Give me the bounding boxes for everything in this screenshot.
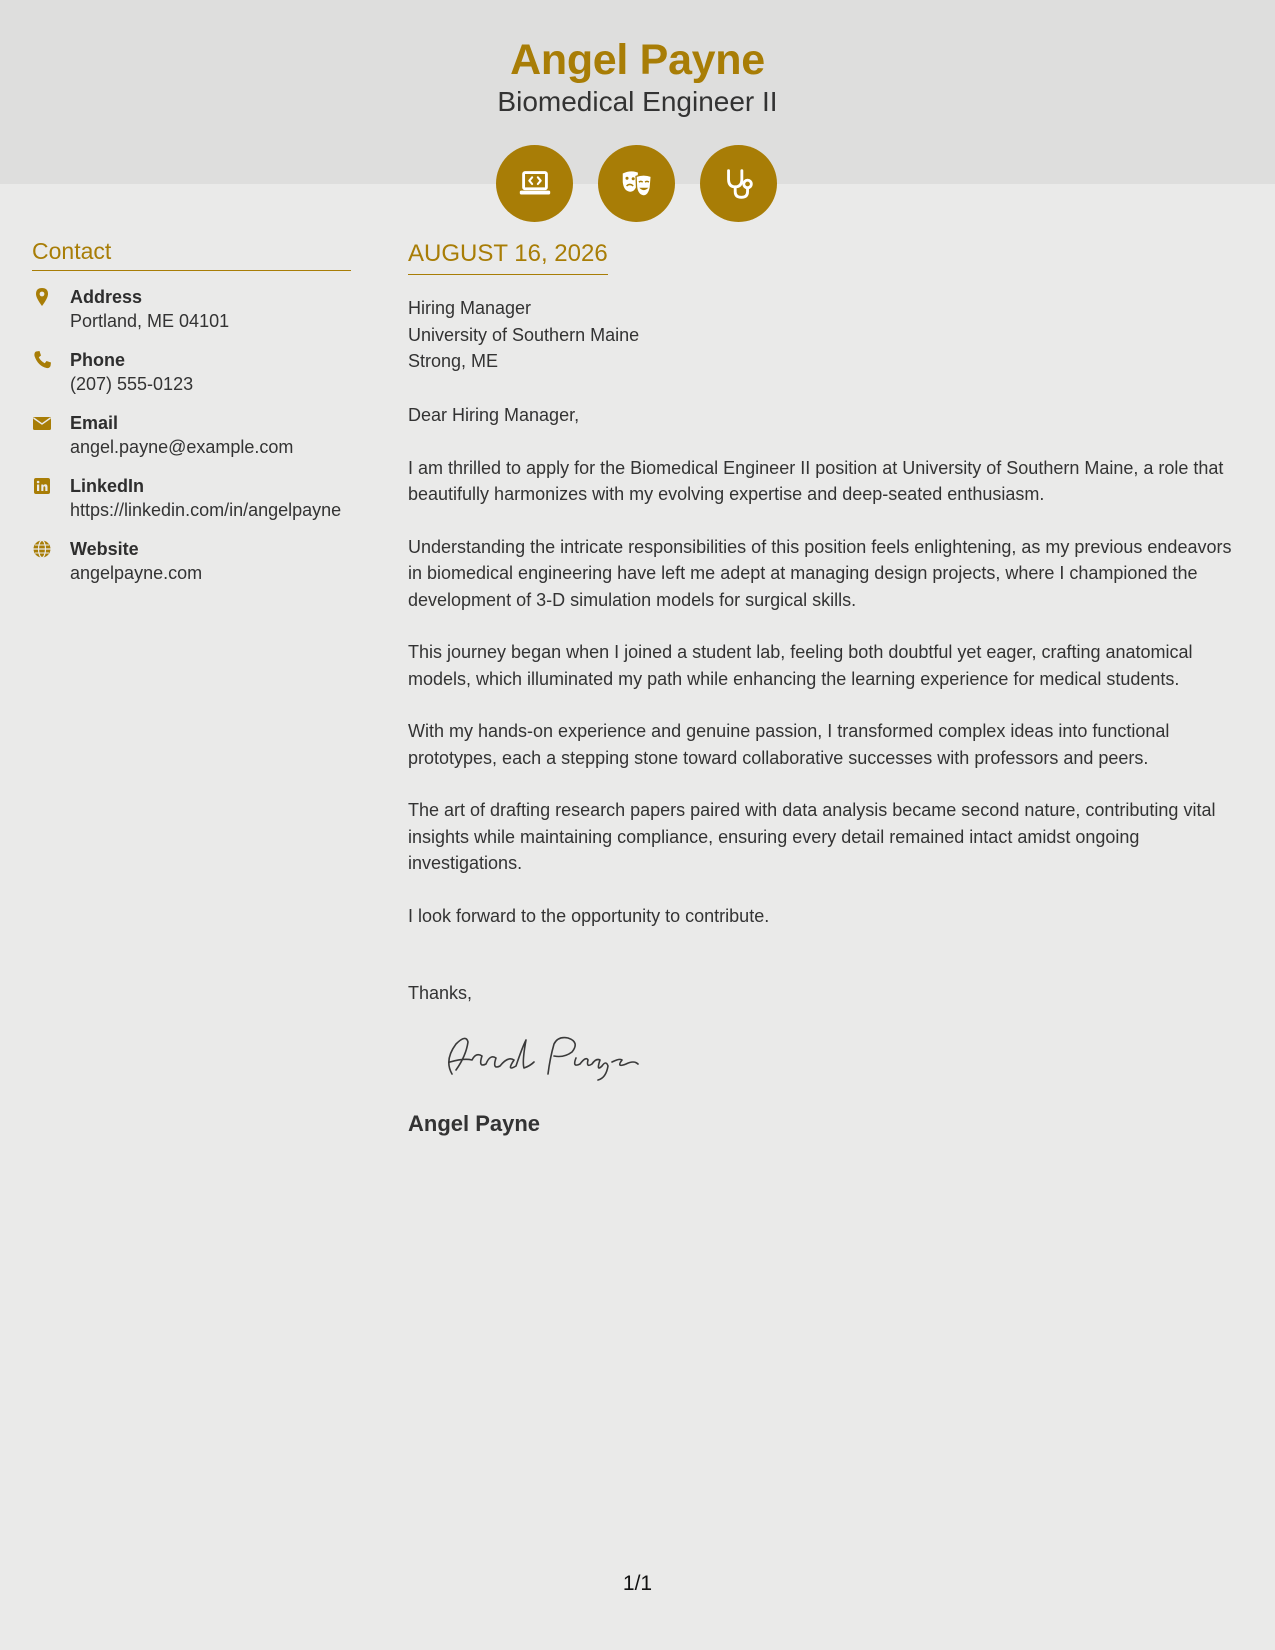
body-paragraph: This journey began when I joined a student lab, feeling both doubtful yet eager, crafting anatomical models, which illuminated my path while enhancing the learning experience for medical students. xyxy=(408,642,1193,689)
recipient-line: Strong, ME xyxy=(408,351,499,371)
body-paragraph: I am thrilled to apply for the Biomedical Engineer II position at University of Southern Maine, a role that beautifully harmonizes with my evolving expertise and deep-seated enthusiasm. xyxy=(408,457,1224,504)
stethoscope-icon xyxy=(700,145,777,222)
recipient-line: Hiring Manager xyxy=(408,298,532,318)
laptop-code-icon xyxy=(496,145,573,222)
contact-email xyxy=(32,411,351,460)
letter-date: AUGUST 16, 2026 xyxy=(408,240,608,275)
job-title: Biomedical Engineer II xyxy=(497,86,778,117)
contact-label: LinkedIn xyxy=(70,476,145,496)
contact-label: Website xyxy=(70,539,139,559)
body-paragraph: The art of drafting research papers paired with data analysis became second nature, contributing vital insights while maintaining compliance, ensuring every detail remained intact amidst ongoing investigations. xyxy=(408,800,1216,873)
contact-heading: Contact xyxy=(32,238,351,271)
body-paragraph: Understanding the intricate responsibilities of this position feels enlightening, as my previous endeavors in biomedical engineering have left me adept at managing design projects, where I championed the development of 3-D simulation models for surgical skills. xyxy=(408,536,1232,610)
phone-icon xyxy=(32,348,70,397)
page-number: 1/1 xyxy=(622,1572,653,1595)
contact-value[interactable]: angelpayne.com xyxy=(70,563,203,583)
contact-linkedin xyxy=(32,474,351,523)
recipient-line: University of Southern Maine xyxy=(408,324,640,345)
linkedin-icon xyxy=(32,474,70,523)
contact-label: Address xyxy=(70,287,143,307)
salutation: Dear Hiring Manager, xyxy=(408,404,580,425)
contact-value[interactable]: angel.payne@example.com xyxy=(70,437,294,457)
contact-value: Portland, ME 04101 xyxy=(70,311,230,331)
theater-masks-icon xyxy=(598,145,675,222)
map-pin-icon xyxy=(32,285,70,334)
signer-name: Angel Payne xyxy=(408,1111,541,1136)
body-paragraph: With my hands-on experience and genuine passion, I transformed complex ideas into functional prototypes, each a stepping stone toward collaborative successes with professors and peers. xyxy=(408,721,1170,768)
envelope-icon xyxy=(32,411,70,460)
contact-value[interactable]: https://linkedin.com/in/angelpayne xyxy=(70,500,342,520)
handwritten-signature xyxy=(430,1030,650,1082)
contact-address xyxy=(32,285,351,334)
cover-letter xyxy=(408,240,1238,1137)
globe-icon xyxy=(32,537,70,586)
contact-label: Phone xyxy=(70,350,126,370)
contact-phone xyxy=(32,348,351,397)
closing: Thanks, xyxy=(408,983,473,1003)
contact-sidebar xyxy=(32,238,351,600)
contact-label: Email xyxy=(70,413,119,433)
interest-icons xyxy=(496,145,777,222)
body-paragraph: I look forward to the opportunity to contribute. xyxy=(408,905,770,926)
candidate-name: Angel Payne xyxy=(510,36,765,84)
contact-website xyxy=(32,537,351,586)
contact-value: (207) 555-0123 xyxy=(70,374,194,394)
recipient-block xyxy=(408,295,1238,375)
